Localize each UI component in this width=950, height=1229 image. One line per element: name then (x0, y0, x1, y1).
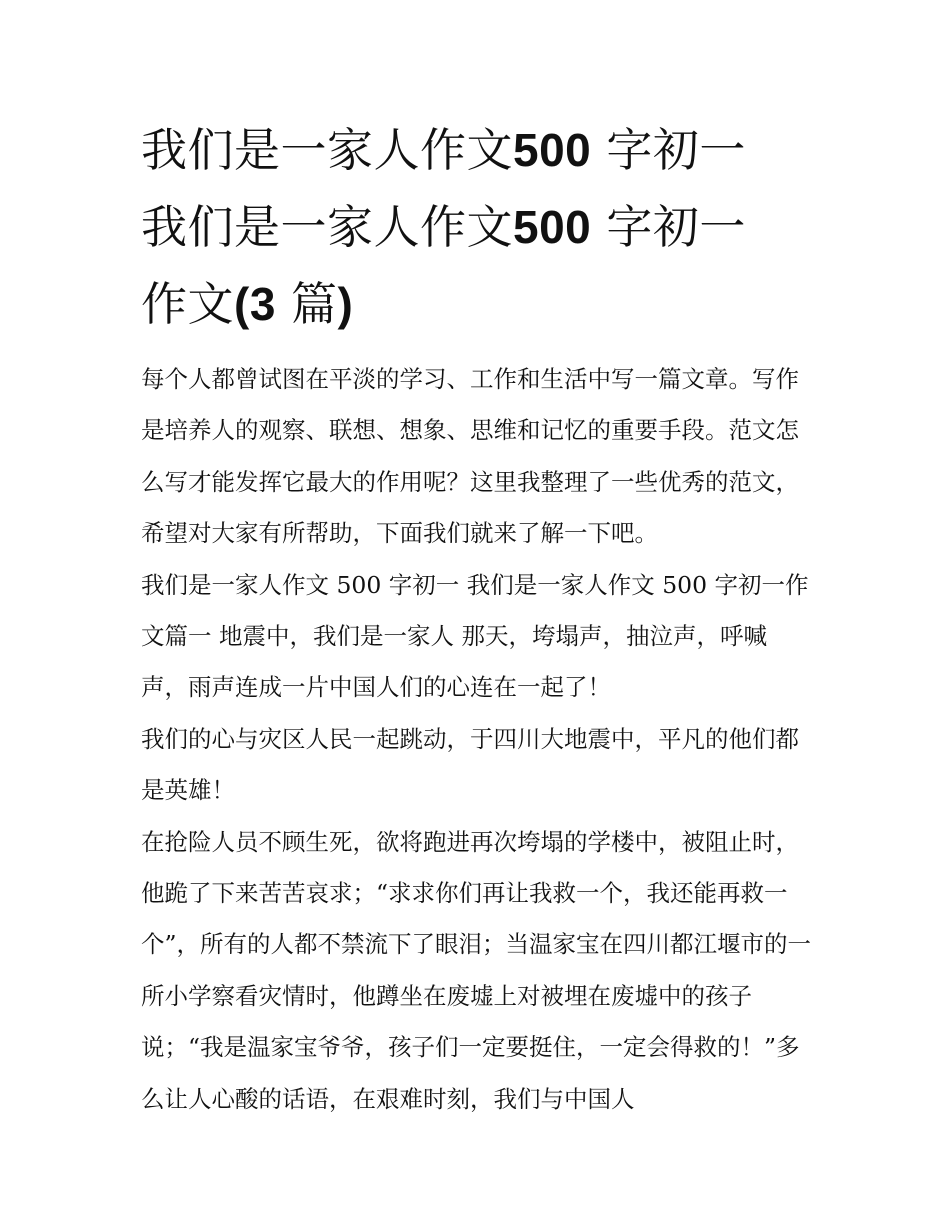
title-line-3-paren: ) (337, 278, 354, 330)
title-line-3-text-a: 作文 (141, 277, 234, 331)
document-title (141, 112, 813, 343)
document-body (141, 354, 813, 1125)
paragraph-essay-start: 我们是一家人作文 500 字初一 我们是一家人作文 500 字初一作文篇一 地震中，我们是一家人 那天，垮塌声，抽泣声，呼喊声，雨声连成一片中国人们的心连在一起了！ (141, 570, 809, 702)
title-line-3 (141, 266, 813, 343)
paragraph-rescue: 在抢险人员不顾生死，欲将跑进再次垮塌的学楼中，被阻止时，他跪了下来苦苦哀求；“求求你们再让我救一个，我还能再救一个”，所有的人都不禁流下了眼泪；当温家宝在四川都江堰市的一所小学察看灾情时，他蹲坐在废墟上对被埋在废墟中的孩子说；“我是温家宝爷爷，孩子们一定要挺住，一定会得救的！”多么让人心酸的话语，在艰难时刻，我们与中国人 (141, 827, 812, 1113)
title-line-1-text-a: 我们是一家人作文 (141, 123, 513, 177)
title-line-1-number: 500 (513, 124, 592, 176)
title-line-3-text-b: 篇 (291, 277, 338, 331)
title-line-2-number: 500 (513, 201, 592, 253)
document-page (141, 112, 813, 1125)
title-line-2-text-a: 我们是一家人作文 (141, 200, 513, 254)
paragraph-heroes: 我们的心与灾区人民一起跳动，于四川大地震中，平凡的他们都是英雄！ (141, 724, 799, 805)
title-line-2-text-b: 字初一 (606, 200, 746, 254)
title-line-2 (141, 189, 813, 266)
title-line-3-number: (3 (234, 278, 276, 330)
paragraph-intro: 每个人都曾试图在平淡的学习、工作和生活中写一篇文章。写作是培养人的观察、联想、想象、思维和记忆的重要手段。范文怎么写才能发挥它最大的作用呢？这里我整理了一些优秀的范文，希望对大家有所帮助，下面我们就来了解一下吧。 (141, 365, 799, 548)
title-line-1 (141, 112, 813, 189)
title-line-1-text-b: 字初一 (606, 123, 746, 177)
